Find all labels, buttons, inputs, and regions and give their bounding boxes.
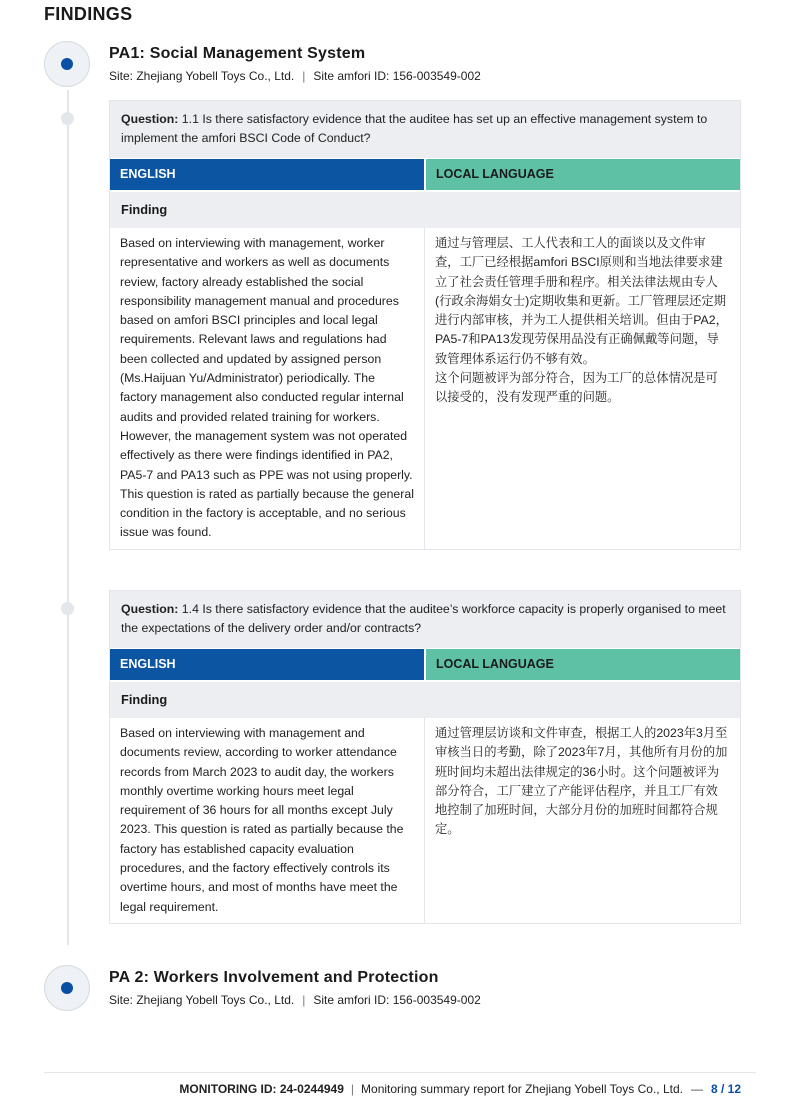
question-row [110, 101, 740, 158]
question-text: 1.4 Is there satisfactory evidence that the auditee’s workforce capacity is properly organised to meet the expectations of the delivery order and/or contracts? [121, 602, 726, 635]
page-number: 8 / 12 [710, 1082, 741, 1096]
timeline-line [67, 90, 69, 945]
finding-label: Finding [110, 190, 740, 228]
monitoring-id: MONITORING ID: 24-0244949 [179, 1082, 344, 1096]
pa1-site-name: Site: Zhejiang Yobell Toys Co., Ltd. [109, 69, 295, 83]
marker-dot-icon [61, 58, 73, 70]
dash: — [690, 1082, 703, 1096]
pa2-site-info [109, 993, 481, 1007]
finding-content [110, 228, 740, 549]
language-header [110, 158, 740, 190]
pa2-site-name: Site: Zhejiang Yobell Toys Co., Ltd. [109, 993, 295, 1007]
question-text: 1.1 Is there satisfactory evidence that the auditee has set up an effective management system to implement the amfori BSCI Code of Conduct? [121, 112, 708, 145]
report-title: Monitoring summary report for Zhejiang Yobell Toys Co., Ltd. [361, 1082, 683, 1096]
finding-local-text: 通过与管理层、工人代表和工人的面谈以及文件审查，工厂已经根据amfori BSCI原则和当地法律要求建立了社会责任管理手册和程序。相关法律法规由专人(行政余海娟女士)定期收集和更新。工厂管理层还定期进行内部审核，并为工人提供相关培训。但由于PA2，PA5-7和PA13发现劳保用品没有正确佩戴等问题，导致管理体系运行仍不够有效。 这个问题被评为部分符合，因为工厂的总体情况是可以接受的，没有发现严重的问题。 [435, 236, 728, 405]
timeline-dot [61, 602, 74, 615]
pa1-title: PA1: Social Management System [109, 45, 366, 62]
question-label: Question: [121, 602, 179, 616]
question-block-1-1 [109, 100, 741, 550]
page-footer [179, 1082, 741, 1096]
local-language-column-header: LOCAL LANGUAGE [426, 649, 740, 680]
question-label: Question: [121, 112, 179, 126]
marker-dot-icon [61, 982, 73, 994]
separator: | [302, 69, 306, 83]
separator: | [350, 1082, 355, 1096]
page-title: FINDINGS [44, 4, 133, 24]
local-language-column-header: LOCAL LANGUAGE [426, 159, 740, 190]
footer-divider [44, 1072, 756, 1073]
question-row [110, 591, 740, 648]
english-column-header: ENGLISH [110, 649, 424, 680]
finding-local-text: 通过管理层访谈和文件审查，根据工人的2023年3月至审核当日的考勤，除了2023年7月，其他所有月份的加班时间均未超出法律规定的36小时。这个问题被评为部分符合，工厂建立了产能评估程序，并且工厂有效地控制了加班时间，大部分月份的加班时间都符合规定。 [435, 726, 728, 837]
pa1-site-id: Site amfori ID: 156-003549-002 [313, 69, 481, 83]
finding-label: Finding [110, 680, 740, 718]
finding-english-text: Based on interviewing with management and documents review, according to worker attendance records from March 2023 to audit day, the workers monthly overtime working hours meet legal requirement of 36 hours for all months except July 2023. This question is rated as partially because the factory has established capacity evaluation procedures, and the factory effectively controls its overtime hours, and most of months have meet the legal requirement. [110, 718, 425, 923]
english-column-header: ENGLISH [110, 159, 424, 190]
pa1-site-info [109, 69, 481, 83]
pa2-title: PA 2: Workers Involvement and Protection [109, 969, 439, 986]
separator: | [302, 993, 306, 1007]
language-header [110, 648, 740, 680]
finding-english-text: Based on interviewing with management, worker representative and workers as well as documents review, factory already established the social responsibility management manual and procedures based on amfori BSCI principles and local legal requirements. Relevant laws and regulations had been collected and updated by assigned person (Ms.Haijuan Yu/Administrator) periodically. The factory management also conducted regular internal audits and provided related training for workers. However, the management system was not operated effectively as there were findings identified in PA2, PA5-7 and PA13 such as PPE was not using properly. This question is rated as partially because the general condition in the factory is acceptable, and no serious issue was found. [110, 228, 425, 549]
timeline-marker [44, 965, 90, 1011]
finding-content [110, 718, 740, 923]
pa2-site-id: Site amfori ID: 156-003549-002 [313, 993, 481, 1007]
timeline-marker [44, 41, 90, 87]
question-block-1-4 [109, 590, 741, 924]
timeline-dot [61, 112, 74, 125]
